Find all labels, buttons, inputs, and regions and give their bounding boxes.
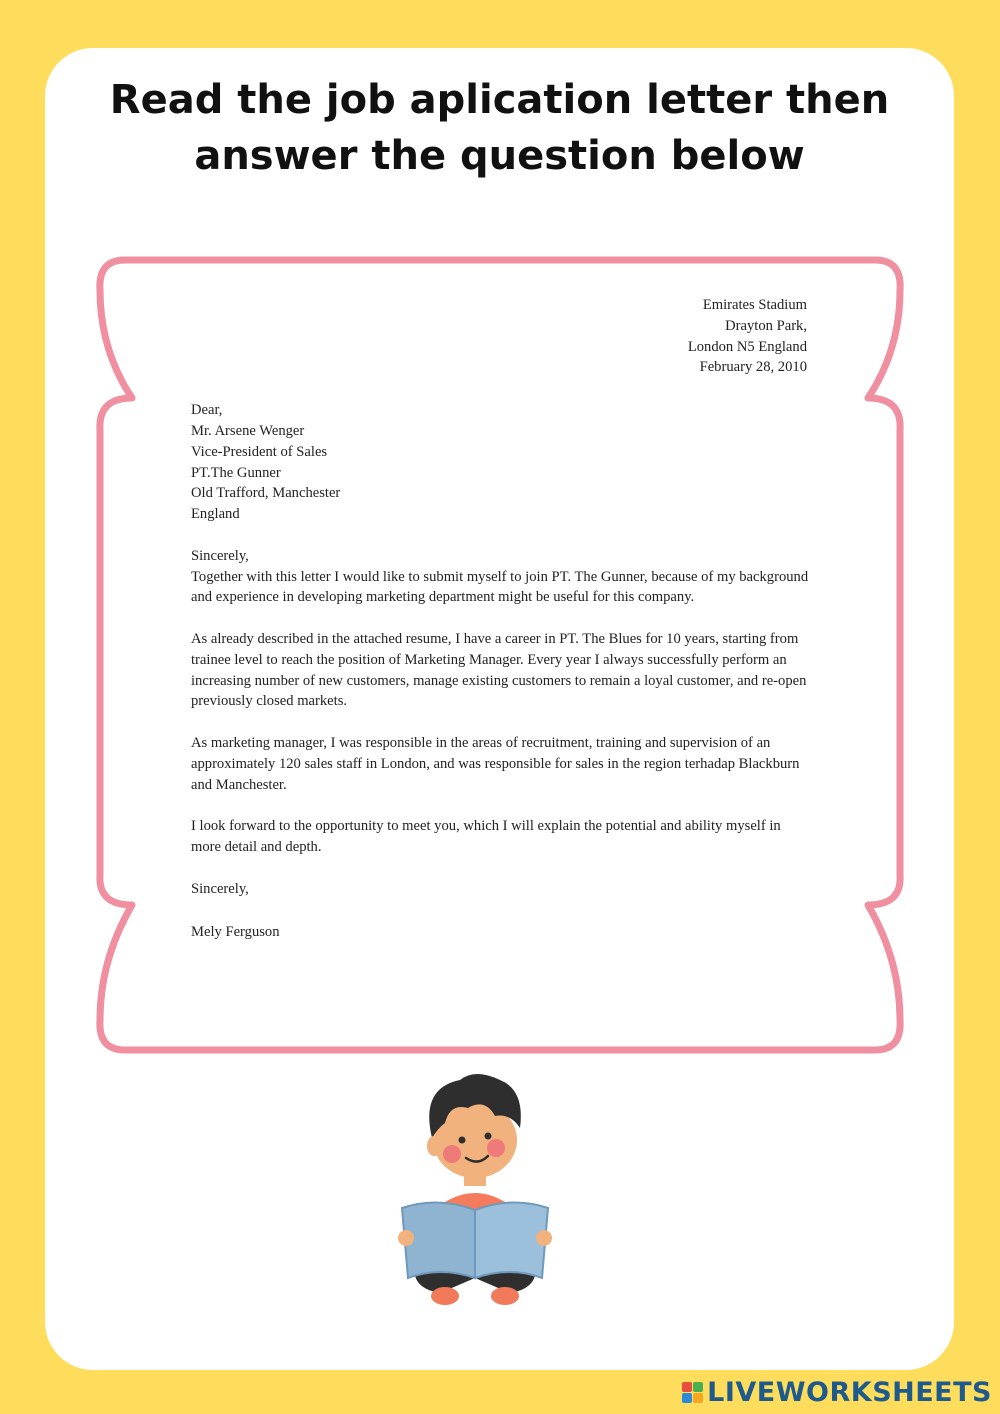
title-line-1: Read the job aplication letter then bbox=[109, 77, 890, 123]
address-line: Drayton Park, bbox=[725, 317, 807, 334]
address-line: London N5 England bbox=[687, 338, 807, 355]
child-reading-illustration bbox=[390, 1068, 560, 1318]
opening-line: Sincerely, bbox=[191, 547, 249, 564]
address-line: Emirates Stadium bbox=[702, 297, 807, 313]
recipient-block bbox=[191, 400, 811, 525]
sender-address bbox=[191, 295, 807, 378]
application-letter bbox=[191, 295, 811, 942]
brand-logo-icon bbox=[682, 1382, 703, 1403]
letter-paragraph: Together with this letter I would like to submit myself to join PT. The Gunner, because of my background and experience in developing marketing department might be useful for this company. bbox=[191, 568, 809, 606]
recipient-line: Vice-President of Sales bbox=[191, 443, 328, 460]
salutation: Dear, bbox=[191, 402, 223, 419]
recipient-line: Mr. Arsene Wenger bbox=[191, 422, 305, 439]
closing-line: Sincerely, bbox=[191, 880, 249, 897]
recipient-line: Old Trafford, Manchester bbox=[191, 485, 341, 502]
letter-date: February 28, 2010 bbox=[699, 359, 807, 376]
letter-paragraph: As already described in the attached resume, I have a career in PT. The Blues for 10 years, starting from trainee level to reach the position of Marketing Manager. Every year I always successfully perform an increasing number of new customers, manage existing customers to remain a loyal customer, and re-open previously closed markets. bbox=[191, 630, 807, 710]
title-line-2: answer the question below bbox=[194, 133, 805, 179]
signature: Mely Ferguson bbox=[191, 923, 280, 940]
brand-name: LIVEWORKSHEETS bbox=[707, 1377, 992, 1408]
recipient-line: England bbox=[191, 506, 240, 523]
letter-paragraph: As marketing manager, I was responsible in the areas of recruitment, training and supervision of an approximately 120 sales staff in London, and was responsible for sales in the region terhadap Blackburn and Manchester. bbox=[191, 734, 800, 793]
liveworksheets-logo bbox=[682, 1377, 992, 1408]
letter-paragraph: I look forward to the opportunity to meet you, which I will explain the potential and ability myself in more detail and depth. bbox=[191, 818, 781, 855]
recipient-line: PT.The Gunner bbox=[191, 464, 281, 481]
